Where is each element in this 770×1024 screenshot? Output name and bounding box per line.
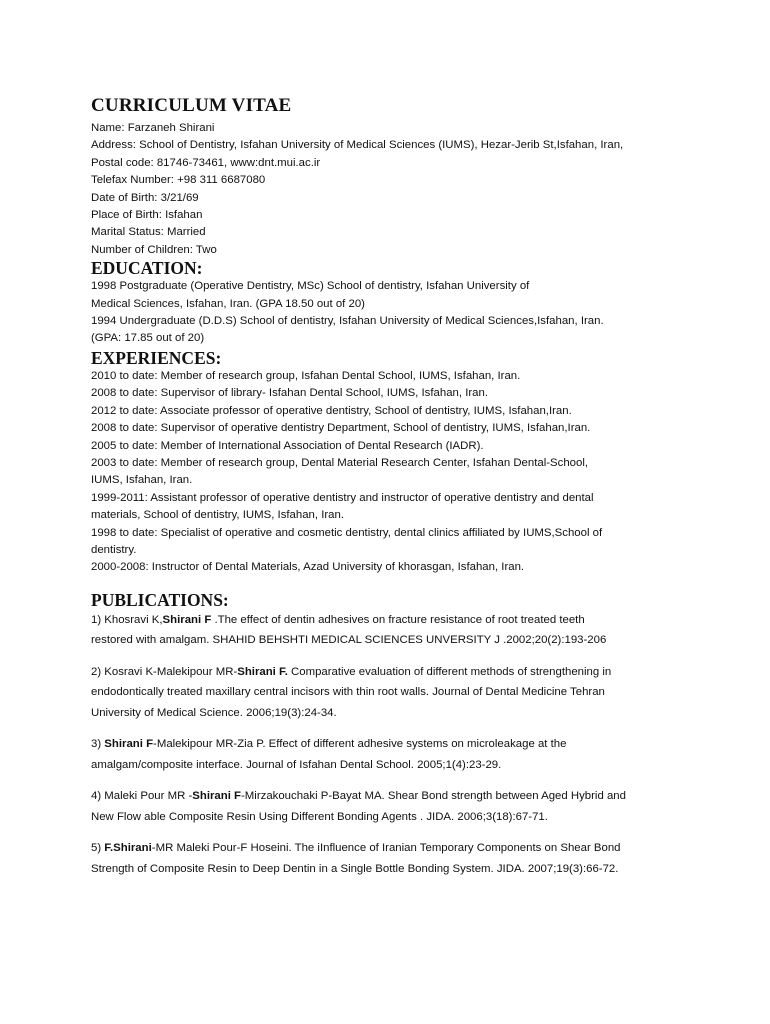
personal-info: [91, 120, 691, 259]
education-section: [91, 259, 691, 348]
publications-heading: PUBLICATIONS:: [91, 589, 229, 610]
document-title: CURRICULUM VITAE: [91, 95, 292, 116]
publication-line: endodontically treated maxillary central incisors with thin root walls. Journal of Dental Medicine Tehran: [91, 686, 605, 699]
publication-authors-after: -Mirzakouchaki P-Bayat MA. Shear Bond strength between Aged Hybrid and: [241, 790, 626, 803]
personal-birth-date: Date of Birth: 3/21/69: [91, 191, 199, 204]
publication-item: [91, 838, 691, 879]
experience-line: dentistry.: [91, 543, 137, 556]
education-line: Medical Sciences, Isfahan, Iran. (GPA 18.50 out of 20): [91, 297, 365, 310]
publication-authors-before: 4) Maleki Pour MR -: [91, 790, 193, 803]
experience-line: 2008 to date: Supervisor of operative dentistry Department, School of dentistry, IUMS, Isfahan,Iran.: [91, 422, 591, 435]
experiences-section: [91, 349, 691, 577]
experience-line: 2000-2008: Instructor of Dental Materials, Azad University of khorasgan, Isfahan, Iran.: [91, 561, 525, 574]
publication-line: Strength of Composite Resin to Deep Dentin in a Single Bottle Bonding System. JIDA. 2007;19(3):66-72.: [91, 862, 619, 875]
publication-authors-after: -Malekipour MR-Zia P. Effect of different adhesive systems on microleakage at the: [153, 738, 567, 751]
experience-line: IUMS, Isfahan, Iran.: [91, 474, 193, 487]
publication-first-line: [91, 662, 691, 683]
experiences-heading: EXPERIENCES:: [91, 347, 222, 368]
personal-address: Address: School of Dentistry, Isfahan University of Medical Sciences (IUMS), Hezar-Jerib St,Isfahan, Iran,: [91, 139, 624, 152]
publication-highlighted-author: Shirani F: [192, 790, 242, 803]
personal-postal-code: Postal code: 81746-73461, www:dnt.mui.ac.ir: [91, 156, 321, 169]
experience-line: 1998 to date: Specialist of operative and cosmetic dentistry, dental clinics affiliated by IUMS,School of: [91, 526, 603, 539]
experience-line: 2008 to date: Supervisor of library- Isfahan Dental School, IUMS, Isfahan, Iran.: [91, 387, 488, 400]
publication-item: [91, 734, 691, 775]
publication-authors-before: 3): [91, 738, 105, 751]
publication-line: restored with amalgam. SHAHID BEHSHTI MEDICAL SCIENCES UNVERSITY J .2002;20(2):193-206: [91, 634, 607, 647]
personal-marital-status: Marital Status: Married: [91, 226, 206, 239]
publication-line: New Flow able Composite Resin Using Different Bonding Agents . JIDA. 2006;3(18):67-71.: [91, 810, 548, 823]
personal-children: Number of Children: Two: [91, 243, 217, 256]
publication-line: University of Medical Science. 2006;19(3):24-34.: [91, 706, 337, 719]
publication-first-line: [91, 838, 691, 859]
publication-authors-before: 1) Khosravi K,: [91, 613, 163, 626]
education-line: 1998 Postgraduate (Operative Dentistry, MSc) School of dentistry, Isfahan University of: [91, 280, 530, 293]
publication-first-line: [91, 734, 691, 755]
publication-authors-before: 2) Kosravi K-Malekipour MR-: [91, 665, 238, 678]
publication-item: [91, 662, 691, 724]
personal-name: Name: Farzaneh Shirani: [91, 122, 215, 134]
personal-telefax: Telefax Number: +98 311 6687080: [91, 174, 266, 187]
publications-section: [91, 591, 691, 880]
education-line: 1994 Undergraduate (D.D.S) School of dentistry, Isfahan University of Medical Sciences,Isfahan, Iran.: [91, 315, 604, 328]
experience-line: 2003 to date: Member of research group, Dental Material Research Center, Isfahan Dental-School,: [91, 456, 589, 469]
publication-highlighted-author: Shirani F: [104, 738, 154, 751]
experience-line: 2012 to date: Associate professor of operative dentistry, School of dentistry, IUMS, Isfahan,Iran.: [91, 404, 572, 417]
publication-first-line: [91, 610, 691, 631]
publication-authors-after: -MR Maleki Pour-F Hoseini. The iInfluence of Iranian Temporary Components on Shear Bond: [151, 842, 621, 855]
education-line: (GPA: 17.85 out of 20): [91, 332, 205, 345]
publication-highlighted-author: Shirani F: [162, 613, 212, 626]
publication-authors-after: .The effect of dentin adhesives on fracture resistance of root treated teeth: [211, 613, 585, 626]
publication-line: amalgam/composite interface. Journal of Isfahan Dental School. 2005;1(4):23-29.: [91, 758, 502, 771]
publication-highlighted-author: Shirani F.: [237, 665, 288, 678]
publication-authors-after: Comparative evaluation of different methods of strengthening in: [287, 665, 612, 678]
cv-content: [91, 96, 691, 879]
experience-line: materials, School of dentistry, IUMS, Isfahan, Iran.: [91, 509, 345, 522]
personal-birth-place: Place of Birth: Isfahan: [91, 209, 203, 222]
publication-first-line: [91, 786, 691, 807]
experience-line: 1999-2011: Assistant professor of operative dentistry and instructor of operative dentistry and dental: [91, 491, 594, 504]
publication-item: [91, 610, 691, 651]
publication-authors-before: 5): [91, 842, 105, 855]
experience-line: 2005 to date: Member of International Association of Dental Research (IADR).: [91, 439, 484, 452]
publication-highlighted-author: F.Shirani: [104, 842, 152, 855]
education-heading: EDUCATION:: [91, 258, 203, 279]
experience-line: 2010 to date: Member of research group, Isfahan Dental School, IUMS, Isfahan, Iran.: [91, 369, 521, 382]
publication-item: [91, 786, 691, 827]
